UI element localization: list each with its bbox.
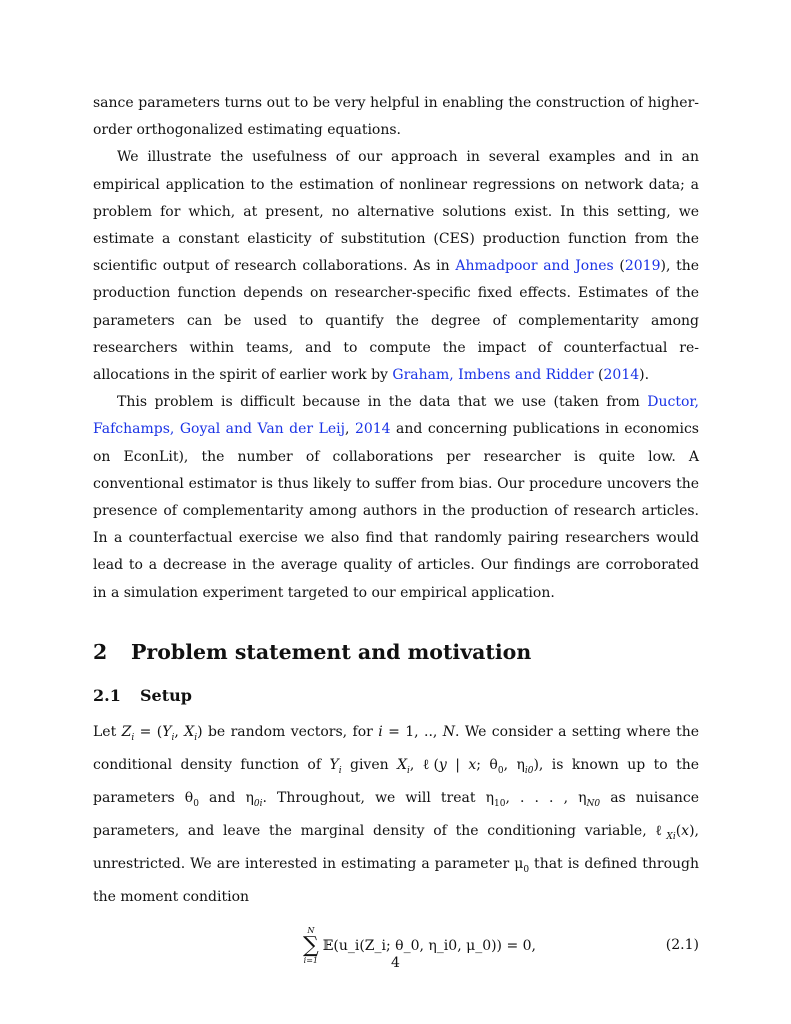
citation-ductor-year[interactable]: 2014	[354, 421, 391, 438]
citation-graham-imbens-ridder[interactable]: Graham, Imbens and Ridder	[392, 367, 594, 384]
sum-upper-limit: N	[307, 926, 315, 936]
paragraph-1: sance parameters turns out to be very helpful in enabling the construction of higher-order orthogonalized estimating equations.	[93, 95, 699, 139]
section-number: 2	[93, 639, 108, 664]
subsection-heading	[93, 686, 699, 705]
subsection-title: Setup	[140, 685, 192, 705]
equation-expression: 𝔼(u_i(Z_i; θ_0, η_i0, μ_0)) = 0,	[322, 938, 537, 955]
citation-year-2014[interactable]: 2014	[603, 367, 640, 384]
sum-symbol: ∑	[303, 933, 319, 959]
section-title: Problem statement and motivation	[131, 639, 532, 664]
section-heading	[93, 640, 699, 664]
citation-ductor-et-al[interactable]: Ductor, Fafchamps, Goyal and Van der Leij	[93, 394, 699, 438]
sum-lower-limit: i=1	[303, 956, 319, 966]
citation-ahmadpoor-jones[interactable]: Ahmadpoor and Jones	[455, 258, 614, 275]
equation-label: (2.1)	[665, 937, 699, 954]
setup-paragraph: Let $Z_i = (Y_i$, $X_i$) be random vectors, for i = 1, .., N. We consider a setting where the conditional density function of $Y_i$ given $X_i$, ℓ(y | x; $\theta_0$, $\eta_{i0}$), is known up to the parameters $\theta_0$ and $\eta_{0i}$. Throughout, we will treat $\eta_{10}$, . . . , $\eta_{N0}$ as nuisance parameters, and leave the marginal density of the conditioning variable, ℓ$_{Xi}$(x), unrestricted. We are interested in estimating a parameter $\mu_0$ that is defined through the moment condition	[93, 723, 700, 905]
paragraph-3: This problem is difficult because in the data that we use (taken from Ductor, Fafchamps, Goyal and Van der Leij, 2014 and concerning publications in economics on EconLit), the number of collaborations per researcher is quite low. A conventional estimator is thus likely to suffer from bias. Our procedure uncovers the presence of complementarity among authors in the production of research articles. In a counterfactual exercise we also find that randomly pairing researchers would lead to a decrease in the average quality of articles. Our findings are corroborated in a simulation experiment targeted to our empirical application.	[93, 394, 699, 601]
paragraph-2: We illustrate the usefulness of our approach in several examples and in an empirical application to the estimation of nonlinear regressions on network data; a problem for which, at present, no alternative solutions exist. In this setting, we estimate a constant elasticity of substitution (CES) production function from the scientific output of research collaborations. As in Ahmadpoor and Jones (2019), the production function depends on researcher-specific fixed effects. Estimates of the parameters can be used to quantify the degree of complementarity among researchers within teams, and to compute the impact of counterfactual re-allocations in the spirit of earlier work by Graham, Imbens and Ridder (2014).	[93, 149, 700, 384]
page-body	[93, 90, 699, 973]
subsection-number: 2.1	[93, 685, 121, 705]
page-number: 4	[391, 955, 400, 971]
citation-year-2019[interactable]: 2019	[624, 258, 661, 275]
